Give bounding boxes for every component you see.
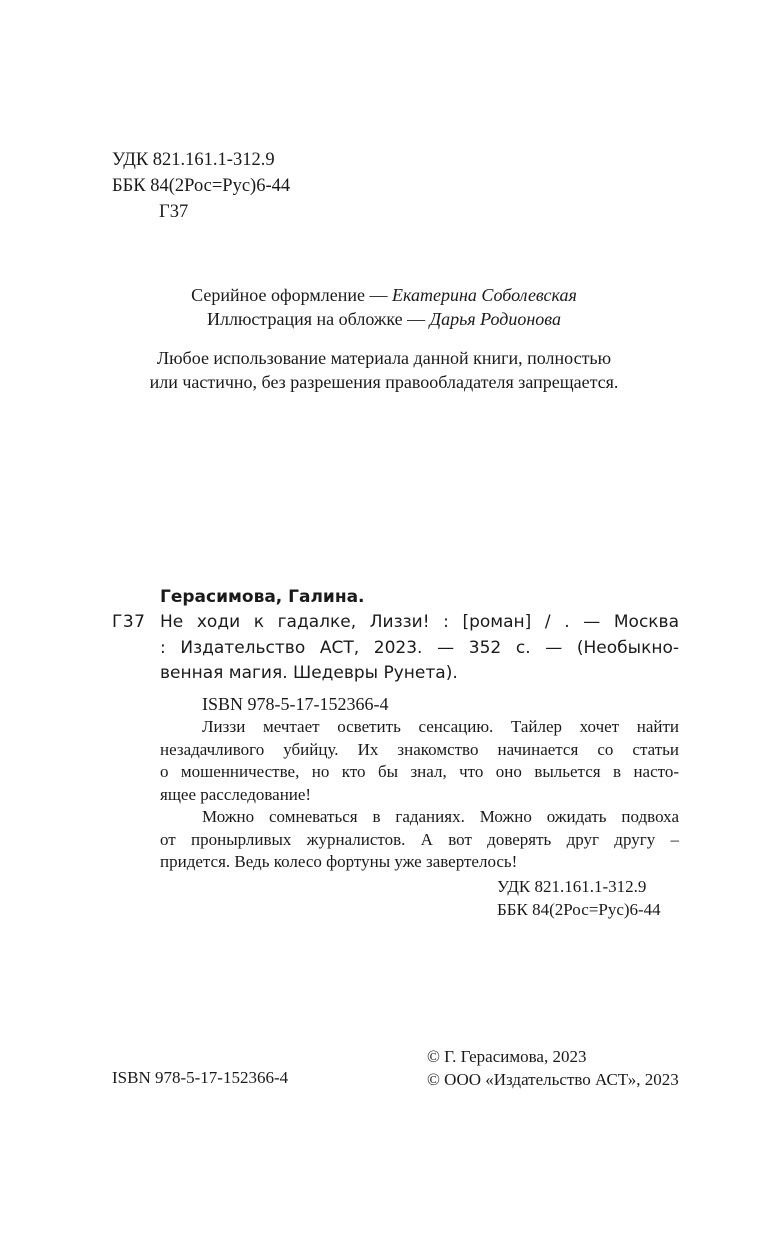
annotation-line: незадачливого убийцу. Их знакомство начинается со статьи [160,739,679,759]
footer-classification-codes [497,876,661,921]
annotation-line: от пронырливых журналистов. А вот доверять друг другу – [160,829,679,849]
notice-line: или частично, без разрешения правообладателя запрещается. [149,372,619,392]
copyright-publisher: © ООО «Издательство АСТ», 2023 [427,1069,679,1089]
notice-line: Любое использование материала данной книги, полностью [156,348,612,368]
udk-code: УДК 821.161.1-312.9 [112,150,275,170]
credits [0,283,768,331]
classification-codes [112,147,290,225]
footer-isbn: ISBN 978-5-17-152366-4 [112,1068,289,1087]
series-design-credit: Серийное оформление — Екатерина Соболевская [191,285,577,305]
footer-udk-code: УДК 821.161.1-312.9 [497,877,647,896]
bib-line: Не ходи к гадалке, Лиззи! : [роман] / . — Москва [160,612,679,632]
bib-line: : Издательство АСТ, 2023. — 352 с. — (Необыкно- [160,637,679,658]
copyright-notice [0,346,768,394]
isbn: ISBN 978-5-17-152366-4 [202,694,389,714]
annotation [160,716,679,874]
bbk-code: ББК 84(2Рос=Рус)6-44 [112,176,291,196]
copyright-lines [427,1046,679,1091]
annotation-line: о мошенничестве, но кто бы знал, что оно выльется в насто- [160,762,679,781]
annotation-line: ящее расследование! [160,784,312,804]
annotation-line: придется. Ведь колесо фортуны уже завертелось! [160,852,518,871]
bibliographic-description [160,610,679,687]
footer-bbk-code: ББК 84(2Рос=Рус)6-44 [497,899,661,919]
cover-illustration-credit: Иллюстрация на обложке — Дарья Родионова [207,309,561,329]
annotation-line: Можно сомневаться в гаданиях. Можно ожидать подвоха [202,807,679,826]
annotation-line: Лиззи мечтает осветить сенсацию. Тайлер хочет найти [202,717,679,736]
author-heading: Герасимова, Галина. [160,587,365,607]
author-mark: Г37 [159,202,189,222]
bibliographic-mark: Г37 [112,612,146,632]
bib-line: венная магия. Шедевры Рунета). [160,663,458,683]
copyright-author: © Г. Герасимова, 2023 [427,1047,587,1066]
